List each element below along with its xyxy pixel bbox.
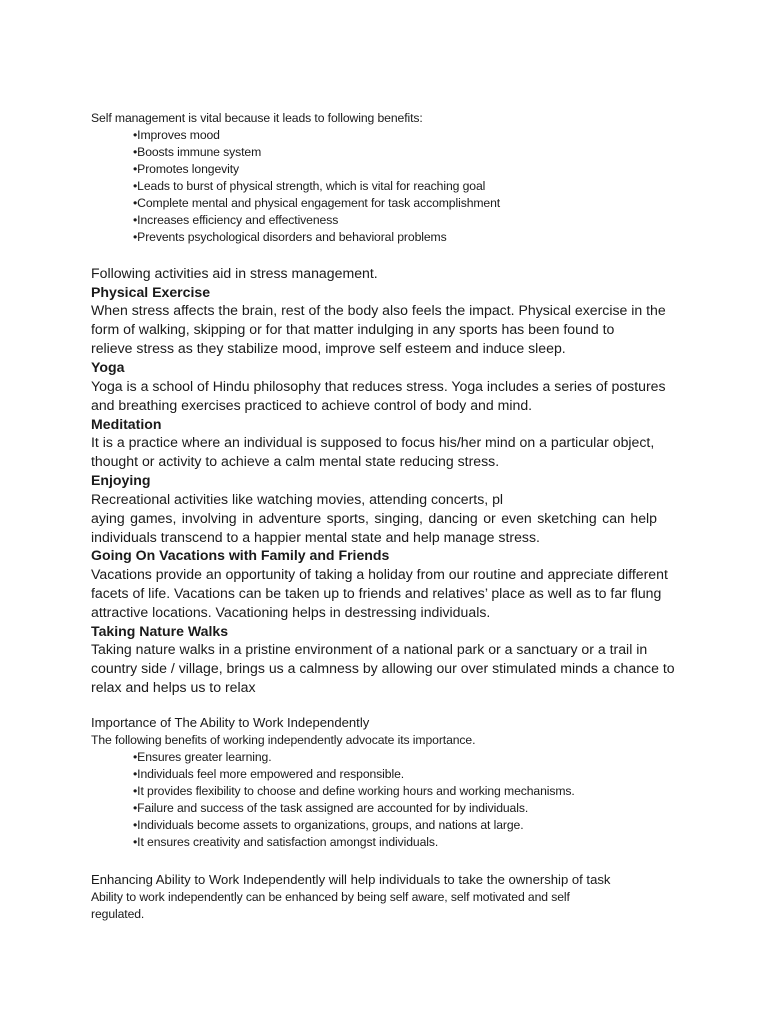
section-heading: Physical Exercise: [91, 284, 211, 300]
paragraph-line: When stress affects the brain, rest of the body also feels the impact. Physical exercise in the: [91, 302, 666, 318]
section-heading: Yoga: [91, 359, 125, 375]
paragraph-line: Vacations provide an opportunity of taking a holiday from our routine and appreciate different: [91, 566, 668, 582]
independence-item: •Failure and success of the task assigned are accounted for by individuals.: [133, 801, 529, 815]
enhancing-title: Enhancing Ability to Work Independently will help individuals to take the ownership of task: [91, 872, 611, 887]
section-heading: Taking Nature Walks: [91, 623, 229, 639]
benefit-item: •Prevents psychological disorders and behavioral problems: [133, 230, 447, 244]
benefits-intro: Self management is vital because it leads to following benefits:: [91, 111, 423, 125]
enhancing-line: Ability to work independently can be enhanced by being self aware, self motivated and self: [91, 890, 570, 904]
benefit-item: •Improves mood: [133, 128, 220, 142]
paragraph-line: Yoga is a school of Hindu philosophy that reduces stress. Yoga includes a series of postures: [91, 378, 666, 394]
paragraph-line: relieve stress as they stabilize mood, improve self esteem and induce sleep.: [91, 340, 566, 356]
paragraph-line: Taking nature walks in a pristine environment of a national park or a sanctuary or a trail in: [91, 641, 648, 657]
paragraph-line: It is a practice where an individual is supposed to focus his/her mind on a particular object,: [91, 434, 655, 450]
paragraph-line: Recreational activities like watching movies, attending concerts, pl: [91, 491, 504, 507]
paragraph-line: aying games, involving in adventure sports, singing, dancing or even sketching can help: [91, 510, 657, 526]
section-heading: Going On Vacations with Family and Friends: [91, 547, 390, 563]
paragraph-line: facets of life. Vacations can be taken up to friends and relatives’ place as well as to far flung: [91, 585, 662, 601]
independence-item: •It ensures creativity and satisfaction amongst individuals.: [133, 835, 439, 849]
benefit-item: •Leads to burst of physical strength, which is vital for reaching goal: [133, 179, 486, 193]
benefit-item: •Increases efficiency and effectiveness: [133, 213, 339, 227]
benefit-item: •Complete mental and physical engagement for task accomplishment: [133, 196, 501, 210]
paragraph-line: thought or activity to achieve a calm mental state reducing stress.: [91, 453, 500, 469]
benefit-item: •Boosts immune system: [133, 145, 262, 159]
paragraph-line: attractive locations. Vacationing helps in destressing individuals.: [91, 604, 491, 620]
independence-item: •Individuals become assets to organizations, groups, and nations at large.: [133, 818, 524, 832]
section-heading: Enjoying: [91, 472, 151, 488]
section-heading: Meditation: [91, 416, 162, 432]
paragraph-line: and breathing exercises practiced to achieve control of body and mind.: [91, 397, 533, 413]
benefit-item: •Promotes longevity: [133, 162, 240, 176]
paragraph-line: individuals transcend to a happier mental state and help manage stress.: [91, 529, 540, 545]
independence-item: •It provides flexibility to choose and define working hours and working mechanisms.: [133, 784, 575, 798]
independence-title: Importance of The Ability to Work Independently: [91, 715, 370, 730]
independence-item: •Individuals feel more empowered and responsible.: [133, 767, 405, 781]
enhancing-line: regulated.: [91, 907, 145, 921]
independence-item: •Ensures greater learning.: [133, 750, 272, 764]
paragraph-line: form of walking, skipping or for that matter indulging in any sports has been found to: [91, 321, 615, 337]
activities-intro: Following activities aid in stress management.: [91, 265, 378, 281]
paragraph-line: country side / village, brings us a calmness by allowing our over stimulated minds a chance to: [91, 660, 675, 676]
independence-intro: The following benefits of working independently advocate its importance.: [91, 733, 476, 747]
paragraph-line: relax and helps us to relax: [91, 679, 256, 695]
